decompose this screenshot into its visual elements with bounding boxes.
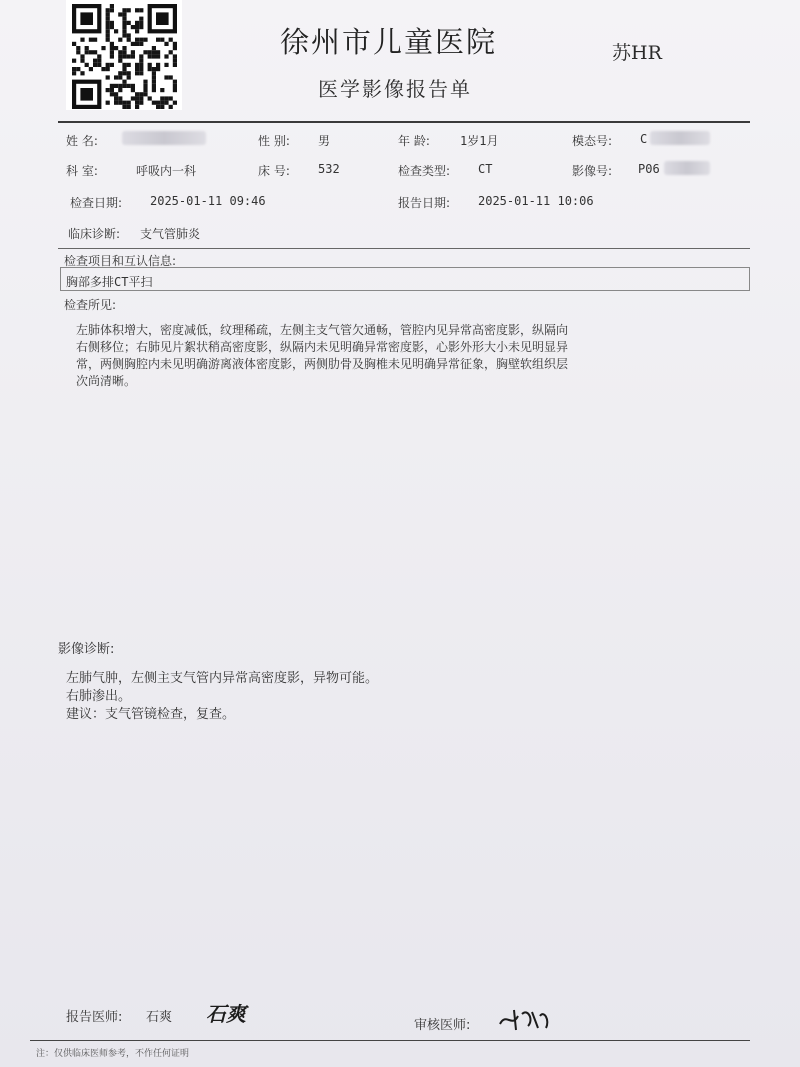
age-value: 1岁1月 — [460, 134, 499, 148]
findings-text: 左肺体积增大，密度减低，纹理稀疏，左侧主支气管欠通畅，管腔内见异常高密度影，纵隔向 右侧移位；右肺见片絮状稍高密度影，纵隔内未见明确异常密度影，心影外形大小未见明显异 常，两侧胸腔内未见明确游离液体密度影，两侧肋骨及胸椎未见明确异常征象，胸壁软组织层 次尚清晰。 — [76, 323, 569, 388]
name-redacted — [122, 131, 206, 145]
qr-code — [66, 0, 182, 110]
header-rule — [58, 121, 750, 123]
reviewer-label: 审核医师: — [414, 1018, 471, 1033]
bed-value: 532 — [318, 162, 340, 176]
gender-label: 性 别: — [258, 134, 290, 148]
qr-code-graphic — [66, 0, 182, 110]
dept-value: 呼吸内一科 — [136, 164, 197, 178]
image-no-value: P06 — [638, 162, 660, 176]
exam-items-value: 胸部多排CT平扫 — [66, 275, 153, 289]
exam-type-label: 检查类型: — [398, 164, 451, 178]
modality-label: 模态号: — [572, 134, 613, 148]
dept-label: 科 室: — [66, 164, 98, 178]
report-title: 医学影像报告单 — [318, 77, 472, 101]
modality-redacted — [650, 131, 710, 145]
info-rule — [58, 248, 750, 249]
reporter-name: 石爽 — [146, 1010, 173, 1025]
exam-date-value: 2025-01-11 09:46 — [150, 194, 266, 208]
report-date-value: 2025-01-11 10:06 — [478, 194, 594, 208]
diagnosis-label: 影像诊断: — [58, 642, 115, 657]
clinical-diagnosis-label: 临床诊断: — [68, 227, 121, 241]
clinical-diagnosis-value: 支气管肺炎 — [140, 227, 201, 241]
age-label: 年 龄: — [398, 134, 430, 148]
name-label: 姓 名: — [66, 134, 98, 148]
image-no-label: 影像号: — [572, 164, 613, 178]
reviewer-signature — [494, 1002, 558, 1034]
exam-items-box — [60, 267, 750, 291]
exam-type-value: CT — [478, 162, 493, 176]
report-date-label: 报告日期: — [398, 196, 451, 210]
exam-items-label: 检查项目和互认信息: — [64, 254, 177, 268]
gender-value: 男 — [318, 134, 331, 148]
image-no-redacted — [664, 161, 710, 175]
modality-value: C — [640, 132, 648, 146]
reporter-label: 报告医师: — [66, 1010, 123, 1025]
diagnosis-text: 左肺气肿，左侧主支气管内异常高密度影，异物可能。 右肺渗出。 建议：支气管镜检查，复查。 — [66, 671, 379, 722]
hospital-name: 徐州市儿童医院 — [280, 25, 498, 59]
report-code: 苏HR — [612, 42, 662, 64]
reporter-signature: 石爽 — [206, 1002, 246, 1026]
bed-label: 床 号: — [258, 164, 290, 178]
exam-date-label: 检查日期: — [70, 196, 123, 210]
findings-label: 检查所见: — [64, 298, 117, 312]
footer-rule — [30, 1040, 750, 1041]
footnote: 注：仅供临床医师参考，不作任何证明 — [36, 1049, 190, 1059]
